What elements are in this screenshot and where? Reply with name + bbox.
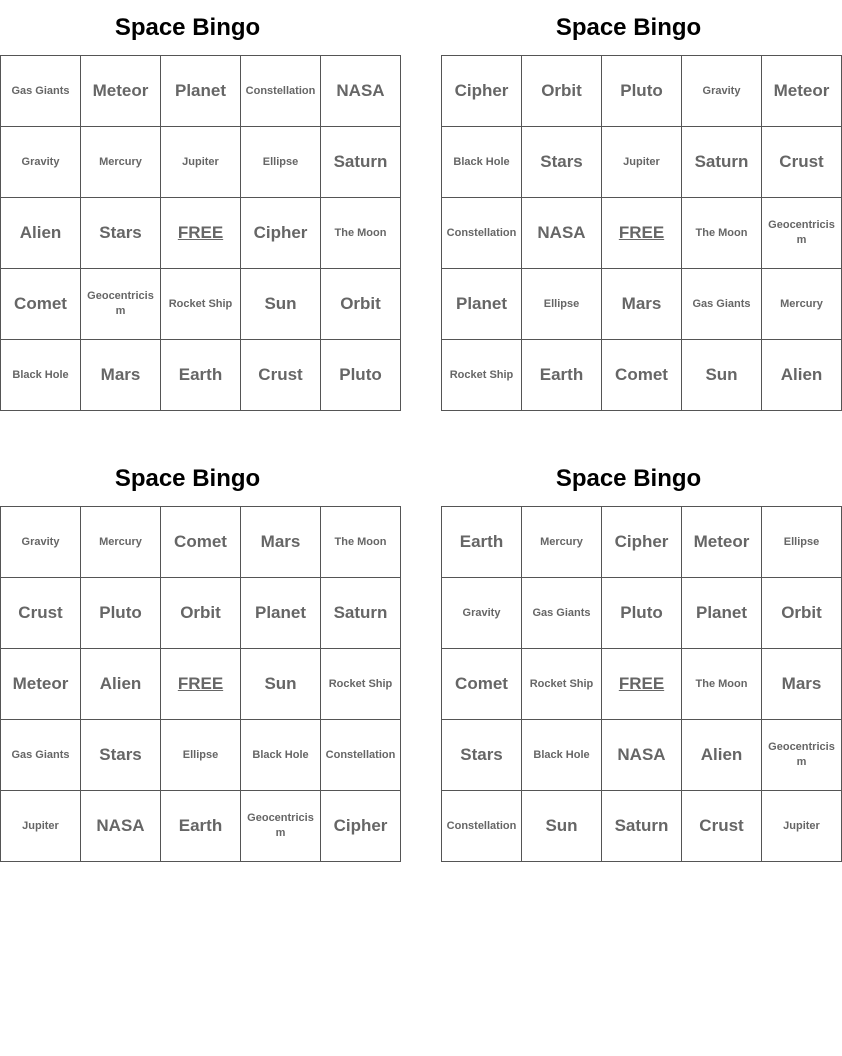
bingo-cell: Jupiter [161,127,241,198]
bingo-row [442,791,842,862]
card-title: Space Bingo [114,14,261,41]
bingo-cell: Pluto [602,578,682,649]
bingo-row [442,649,842,720]
bingo-cell: Earth [161,340,241,411]
bingo-cell: Gas Giants [522,578,602,649]
bingo-cell: Saturn [321,127,401,198]
bingo-cell: Geocentricism [762,720,842,791]
bingo-cell: Black Hole [241,720,321,791]
bingo-row [1,127,401,198]
bingo-cell: Gas Giants [1,56,81,127]
bingo-cell: Gravity [682,56,762,127]
bingo-row [1,720,401,791]
bingo-row [1,340,401,411]
bingo-cell: Earth [442,507,522,578]
bingo-cell: Ellipse [762,507,842,578]
bingo-cell: Mercury [522,507,602,578]
bingo-row [442,507,842,578]
bingo-cell: Mars [602,269,682,340]
bingo-grid [0,506,401,862]
bingo-cell: Saturn [602,791,682,862]
free-space: FREE [602,198,682,269]
bingo-cell: Comet [1,269,81,340]
bingo-cell: Orbit [762,578,842,649]
bingo-cell: Earth [161,791,241,862]
bingo-cell: Geocentricism [81,269,161,340]
free-space: FREE [161,649,241,720]
bingo-cell: Saturn [321,578,401,649]
bingo-cell: Ellipse [522,269,602,340]
bingo-cell: Mars [762,649,842,720]
bingo-cell: Gravity [442,578,522,649]
bingo-cell: Sun [241,269,321,340]
bingo-cell: Orbit [522,56,602,127]
bingo-grid [441,55,842,411]
bingo-cell: Pluto [602,56,682,127]
bingo-cell: The Moon [321,198,401,269]
bingo-cell: Pluto [81,578,161,649]
bingo-cell: Planet [682,578,762,649]
bingo-cell: Stars [442,720,522,791]
bingo-row [442,340,842,411]
bingo-cell: Saturn [682,127,762,198]
card-title: Space Bingo [114,465,261,492]
bingo-cell: Jupiter [602,127,682,198]
bingo-cell: The Moon [682,649,762,720]
bingo-grid [0,55,401,411]
card-title: Space Bingo [555,14,702,41]
bingo-cell: Meteor [762,56,842,127]
bingo-cell: Alien [81,649,161,720]
bingo-cell: Mars [241,507,321,578]
bingo-cell: Alien [762,340,842,411]
bingo-cell: Mars [81,340,161,411]
bingo-cell: Cipher [321,791,401,862]
bingo-cell: Planet [241,578,321,649]
bingo-cell: Alien [1,198,81,269]
bingo-cell: Cipher [241,198,321,269]
bingo-cell: Cipher [442,56,522,127]
bingo-cell: Meteor [1,649,81,720]
bingo-cell: Crust [682,791,762,862]
bingo-cell: Geocentricism [762,198,842,269]
bingo-cell: Stars [81,720,161,791]
bingo-cell: Earth [522,340,602,411]
bingo-cell: Orbit [321,269,401,340]
bingo-cell: Gravity [1,127,81,198]
bingo-cell: Mercury [81,127,161,198]
bingo-cell: Crust [1,578,81,649]
bingo-cell: Rocket Ship [522,649,602,720]
bingo-cell: NASA [81,791,161,862]
bingo-cell: Constellation [442,791,522,862]
bingo-cell: Rocket Ship [161,269,241,340]
bingo-cell: Black Hole [1,340,81,411]
bingo-cell: Rocket Ship [442,340,522,411]
bingo-row [442,720,842,791]
free-space: FREE [161,198,241,269]
bingo-cell: Crust [762,127,842,198]
bingo-cell: Mercury [762,269,842,340]
bingo-cell: Meteor [81,56,161,127]
bingo-row [442,198,842,269]
bingo-grid [441,506,842,862]
bingo-cell: Orbit [161,578,241,649]
bingo-row [1,649,401,720]
bingo-cell: Ellipse [161,720,241,791]
bingo-cell: The Moon [682,198,762,269]
bingo-row [1,507,401,578]
bingo-cell: Rocket Ship [321,649,401,720]
bingo-row [1,198,401,269]
bingo-row [442,127,842,198]
bingo-cell: Planet [442,269,522,340]
bingo-row [442,578,842,649]
card-title: Space Bingo [555,465,702,492]
bingo-cell: Sun [241,649,321,720]
bingo-cell: Stars [522,127,602,198]
bingo-cell: Meteor [682,507,762,578]
bingo-cell: Jupiter [762,791,842,862]
bingo-cell: Sun [522,791,602,862]
bingo-row [1,269,401,340]
bingo-row [442,56,842,127]
bingo-cell: Mercury [81,507,161,578]
bingo-cell: Gas Giants [682,269,762,340]
bingo-cell: Cipher [602,507,682,578]
bingo-cell: Constellation [241,56,321,127]
bingo-row [1,791,401,862]
bingo-row [442,269,842,340]
bingo-cell: Pluto [321,340,401,411]
bingo-cell: NASA [321,56,401,127]
bingo-cell: Jupiter [1,791,81,862]
bingo-cell: NASA [602,720,682,791]
bingo-cell: Black Hole [442,127,522,198]
bingo-cell: Crust [241,340,321,411]
bingo-cell: Constellation [321,720,401,791]
bingo-cell: Stars [81,198,161,269]
bingo-row [1,56,401,127]
bingo-row [1,578,401,649]
bingo-cell: Gravity [1,507,81,578]
bingo-cell: Comet [161,507,241,578]
bingo-cell: Comet [442,649,522,720]
bingo-cell: Ellipse [241,127,321,198]
bingo-cell: Sun [682,340,762,411]
bingo-cell: Constellation [442,198,522,269]
bingo-cell: NASA [522,198,602,269]
bingo-cell: The Moon [321,507,401,578]
bingo-cell: Alien [682,720,762,791]
bingo-cell: Black Hole [522,720,602,791]
bingo-cell: Geocentricism [241,791,321,862]
bingo-cell: Planet [161,56,241,127]
bingo-cell: Gas Giants [1,720,81,791]
free-space: FREE [602,649,682,720]
bingo-cell: Comet [602,340,682,411]
